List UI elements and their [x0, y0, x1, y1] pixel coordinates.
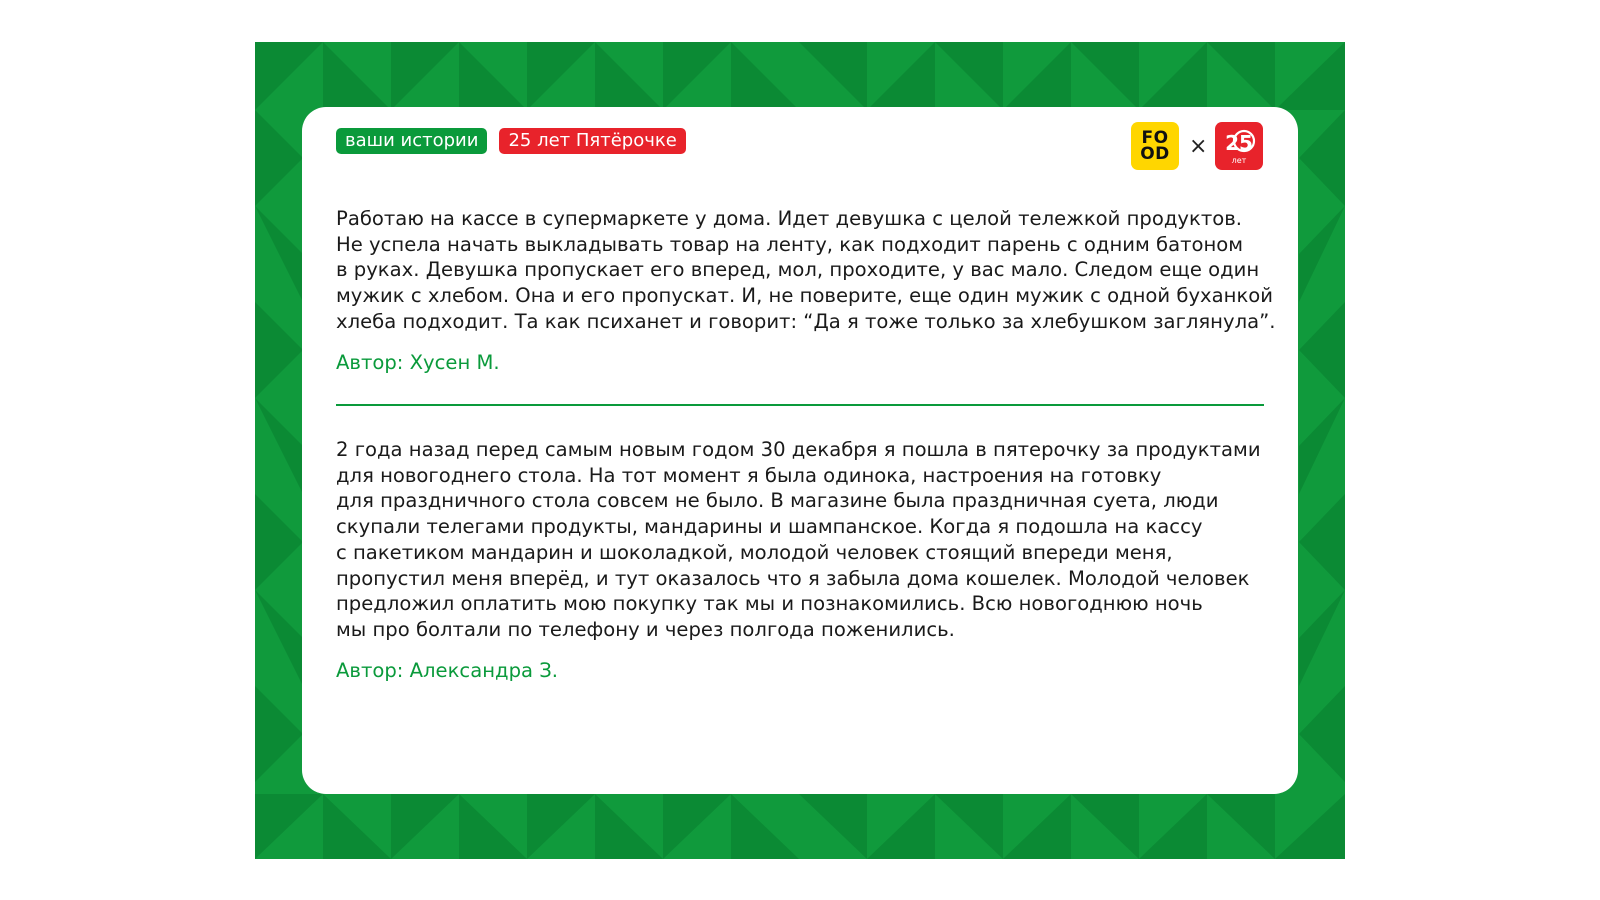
- story-text-1: [336, 206, 1276, 335]
- anniversary-number: 25: [1225, 131, 1253, 155]
- story-author-1: Автор: Хусен М.: [336, 351, 500, 374]
- story-line: пропустил меня вперёд, и тут оказалось что я забыла дома кошелек. Молодой человек: [336, 566, 1250, 590]
- header-tags: [336, 128, 686, 154]
- story-line: мужик с хлебом. Она и его пропускат. И, не поверите, еще один мужик с одной буханкой: [336, 284, 1274, 308]
- story-line: предложил оплатить мою покупку так мы и познакомились. Всю новогоднюю ночь: [336, 592, 1203, 616]
- partner-logos: [1131, 122, 1263, 170]
- story-line: в руках. Девушка пропускает его вперед, мол, проходите, у вас мало. Следом еще один: [336, 258, 1260, 282]
- anniversary-suffix: лет: [1231, 156, 1247, 165]
- story-line: 2 года назад перед самым новым годом 30 декабря я пошла в пятерочку за продуктами: [336, 438, 1261, 461]
- story-line: скупали телегами продукты, мандарины и шампанское. Когда я подошла на кассу: [336, 515, 1203, 539]
- story-line: для праздничного стола совсем не было. В магазине была праздничная суета, люди: [336, 489, 1219, 513]
- stories-card: [302, 107, 1298, 794]
- food-logo-line1: FO: [1141, 128, 1169, 148]
- story-line: хлеба подходит. Та как психанет и говорит: “Да я тоже только за хлебушком заглянула”.: [336, 309, 1276, 333]
- story-divider: [336, 404, 1264, 406]
- times-icon: ×: [1189, 133, 1208, 159]
- anniversary-25-icon: [1215, 122, 1263, 170]
- food-logo-line2: OD: [1140, 144, 1170, 164]
- story-line: для новогоднего стола. На тот момент я была одинока, настроения на готовку: [336, 463, 1162, 487]
- story-line: Не успела начать выкладывать товар на ленту, как подходит парень с одним батоном: [336, 232, 1244, 256]
- tag-your-stories: ваши истории: [336, 128, 487, 154]
- food-logo: [1131, 122, 1179, 170]
- tag-anniversary: 25 лет Пятёрочке: [499, 128, 685, 154]
- story-author-2: Автор: Александра З.: [336, 659, 559, 682]
- story-line: Работаю на кассе в супермаркете у дома. Идет девушка с целой тележкой продуктов.: [336, 207, 1243, 230]
- pyaterochka-25-logo: [1215, 122, 1263, 170]
- story-line: мы про болтали по телефону и через полгода поженились.: [336, 617, 955, 641]
- story-line: с пакетиком мандарин и шоколадкой, молодой человек стоящий впереди меня,: [336, 540, 1173, 564]
- story-text-2: [336, 437, 1276, 643]
